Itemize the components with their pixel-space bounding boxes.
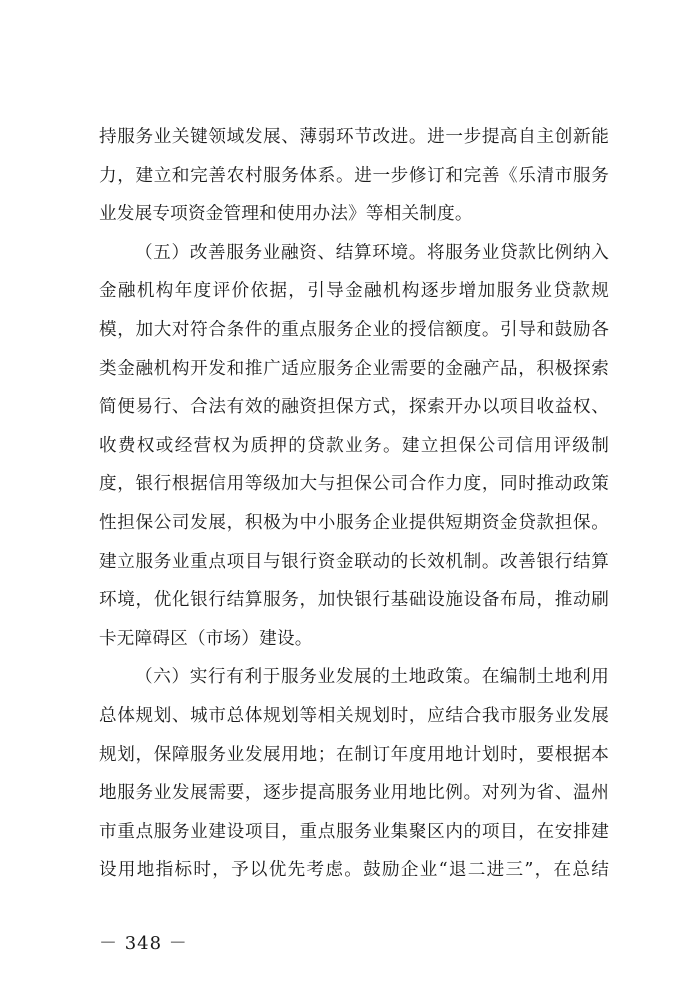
paragraph-heading-line: （六）实行有利于服务业发展的土地政策。在编制土地利用 <box>135 667 609 688</box>
text-line: 环境，优化银行结算服务，加快银行基础设施设备布局，推动刷 <box>99 590 609 611</box>
text-line: 简便易行、合法有效的融资担保方式，探索开办以项目收益权、 <box>99 397 609 418</box>
text-line: 持服务业关键领域发展、薄弱环节改进。进一步提高自主创新能 <box>99 127 609 147</box>
body-text <box>99 118 609 890</box>
text-line: 卡无障碍区（市场）建设。 <box>99 628 313 649</box>
text-line: 总体规划、城市总体规划等相关规划时，应结合我市服务业发展 <box>99 705 609 726</box>
text-line: 地服务业发展需要，逐步提高服务业用地比例。对列为省、温州 <box>99 783 609 804</box>
text-line: 市重点服务业建设项目，重点服务业集聚区内的项目，在安排建 <box>99 821 609 842</box>
text-line: 金融机构年度评价依据，引导金融机构逐步增加服务业贷款规 <box>99 281 609 302</box>
text-line: 模，加大对符合条件的重点服务企业的授信额度。引导和鼓励各 <box>99 319 609 340</box>
paragraph-heading-line: （五）改善服务业融资、结算环境。将服务业贷款比例纳入 <box>135 242 609 263</box>
text-line: 度，银行根据信用等级加大与担保公司合作力度，同时推动政策 <box>99 474 609 495</box>
text-line: 规划，保障服务业发展用地；在制订年度用地计划时，要根据本 <box>99 744 609 765</box>
text-line: 建立服务业重点项目与银行资金联动的长效机制。改善银行结算 <box>99 551 609 572</box>
page-number: － 348 － <box>99 933 188 954</box>
text-line: 类金融机构开发和推广适应服务企业需要的金融产品，积极探索 <box>99 358 609 379</box>
text-line: 收费权或经营权为质押的贷款业务。建立担保公司信用评级制 <box>99 435 609 456</box>
text-line: 性担保公司发展，积极为中小服务企业提供短期资金贷款担保。 <box>99 512 609 533</box>
text-line: 力，建立和完善农村服务体系。进一步修订和完善《乐清市服务 <box>99 165 609 186</box>
text-line: 设用地指标时，予以优先考虑。鼓励企业“退二进三”，在总结 <box>99 860 609 881</box>
text-line: 业发展专项资金管理和使用办法》等相关制度。 <box>99 204 473 225</box>
